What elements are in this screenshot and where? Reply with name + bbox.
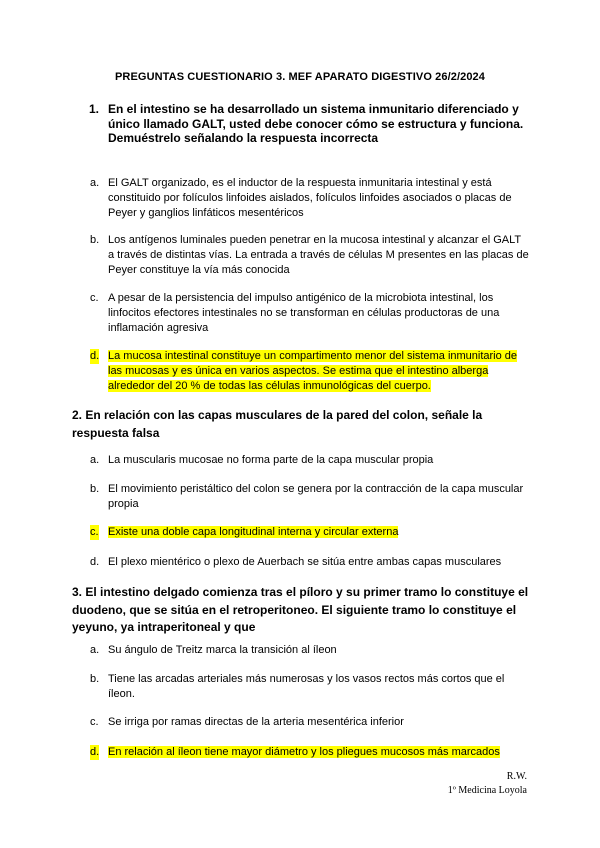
q3-option-c bbox=[90, 715, 530, 730]
question-2-text: 2. En relación con las capas musculares de la pared del colon, señale la respuesta falsa bbox=[72, 408, 483, 440]
option-label: b. bbox=[90, 673, 100, 685]
option-label: d. bbox=[90, 350, 100, 362]
footer-initials: R.W. bbox=[506, 771, 527, 782]
q2-option-b bbox=[90, 482, 530, 512]
option-text: La mucosa intestinal constituye un compartimento menor del sistema inmunitario de las mucosas y es única en varios aspectos. Se estima que el intestino alberga alrededor del 20 % de todas las células inmunológicas del cuerpo. bbox=[108, 350, 518, 392]
q3-option-a bbox=[90, 643, 530, 658]
option-text: Tiene las arcadas arteriales más numerosas y los vasos rectos más cortos que el íleon. bbox=[108, 673, 505, 700]
option-label: c. bbox=[90, 526, 99, 538]
q3-option-b bbox=[90, 672, 530, 702]
q1-option-d-highlighted bbox=[90, 349, 530, 394]
question-1-number: 1. bbox=[89, 102, 100, 116]
option-label: c. bbox=[90, 716, 99, 728]
option-text: Su ángulo de Treitz marca la transición al íleon bbox=[108, 644, 337, 656]
question-1-text: En el intestino se ha desarrollado un sistema inmunitario diferenciado y único llamado GALT, usted debe conocer cómo se estructura y funciona. Demuéstrelo señalando la respuesta incorrecta bbox=[108, 102, 524, 145]
option-label: d. bbox=[90, 556, 100, 568]
option-label: d. bbox=[90, 746, 100, 758]
option-text: La muscularis mucosae no forma parte de la capa muscular propia bbox=[108, 454, 434, 466]
footer-course: 1º Medicina Loyola bbox=[447, 785, 527, 796]
option-text: El plexo mientérico o plexo de Auerbach se sitúa entre ambas capas musculares bbox=[108, 556, 502, 568]
option-text: A pesar de la persistencia del impulso antigénico de la microbiota intestinal, los linfocitos efectores intestinales no se transforman en células productoras de una inflamación agresiva bbox=[108, 292, 500, 334]
option-label: b. bbox=[90, 234, 100, 246]
option-text: En relación al íleon tiene mayor diámetro y los pliegues mucosos más marcados bbox=[108, 746, 500, 758]
option-label: c. bbox=[90, 292, 99, 304]
option-label: a. bbox=[90, 644, 100, 656]
q2-option-a bbox=[90, 453, 530, 468]
option-label: a. bbox=[90, 454, 100, 466]
q1-option-c bbox=[90, 291, 530, 336]
option-text: El GALT organizado, es el inductor de la respuesta inmunitaria intestinal y está constituido por folículos linfoides aislados, folículos linfoides asociados o placas de Peyer y ganglios linfáticos mesentéricos bbox=[108, 177, 512, 219]
option-label: a. bbox=[90, 177, 100, 189]
option-text: Existe una doble capa longitudinal interna y circular externa bbox=[108, 526, 399, 538]
q1-option-b bbox=[90, 233, 530, 278]
question-3-text: 3. El intestino delgado comienza tras el píloro y su primer tramo lo constituye el duodeno, que se sitúa en el retroperitoneo. El siguiente tramo lo constituye el yeyuno, ya intraperitoneal y que bbox=[72, 585, 529, 634]
page-title: PREGUNTAS CUESTIONARIO 3. MEF APARATO DIGESTIVO 26/2/2024 bbox=[115, 71, 485, 83]
option-text: Los antígenos luminales pueden penetrar en la mucosa intestinal y alcanzar el GALT a través de distintas vías. La entrada a través de células M presentes en las placas de Peyer constituye la vía más conocida bbox=[108, 234, 529, 276]
option-text: Se irriga por ramas directas de la arteria mesentérica inferior bbox=[108, 716, 404, 728]
q1-option-a bbox=[90, 176, 530, 221]
q3-option-d-highlighted bbox=[90, 745, 530, 760]
q2-option-d bbox=[90, 555, 530, 570]
option-text: El movimiento peristáltico del colon se genera por la contracción de la capa muscular propia bbox=[108, 483, 524, 510]
q2-option-c-highlighted bbox=[90, 525, 530, 540]
option-label: b. bbox=[90, 483, 100, 495]
